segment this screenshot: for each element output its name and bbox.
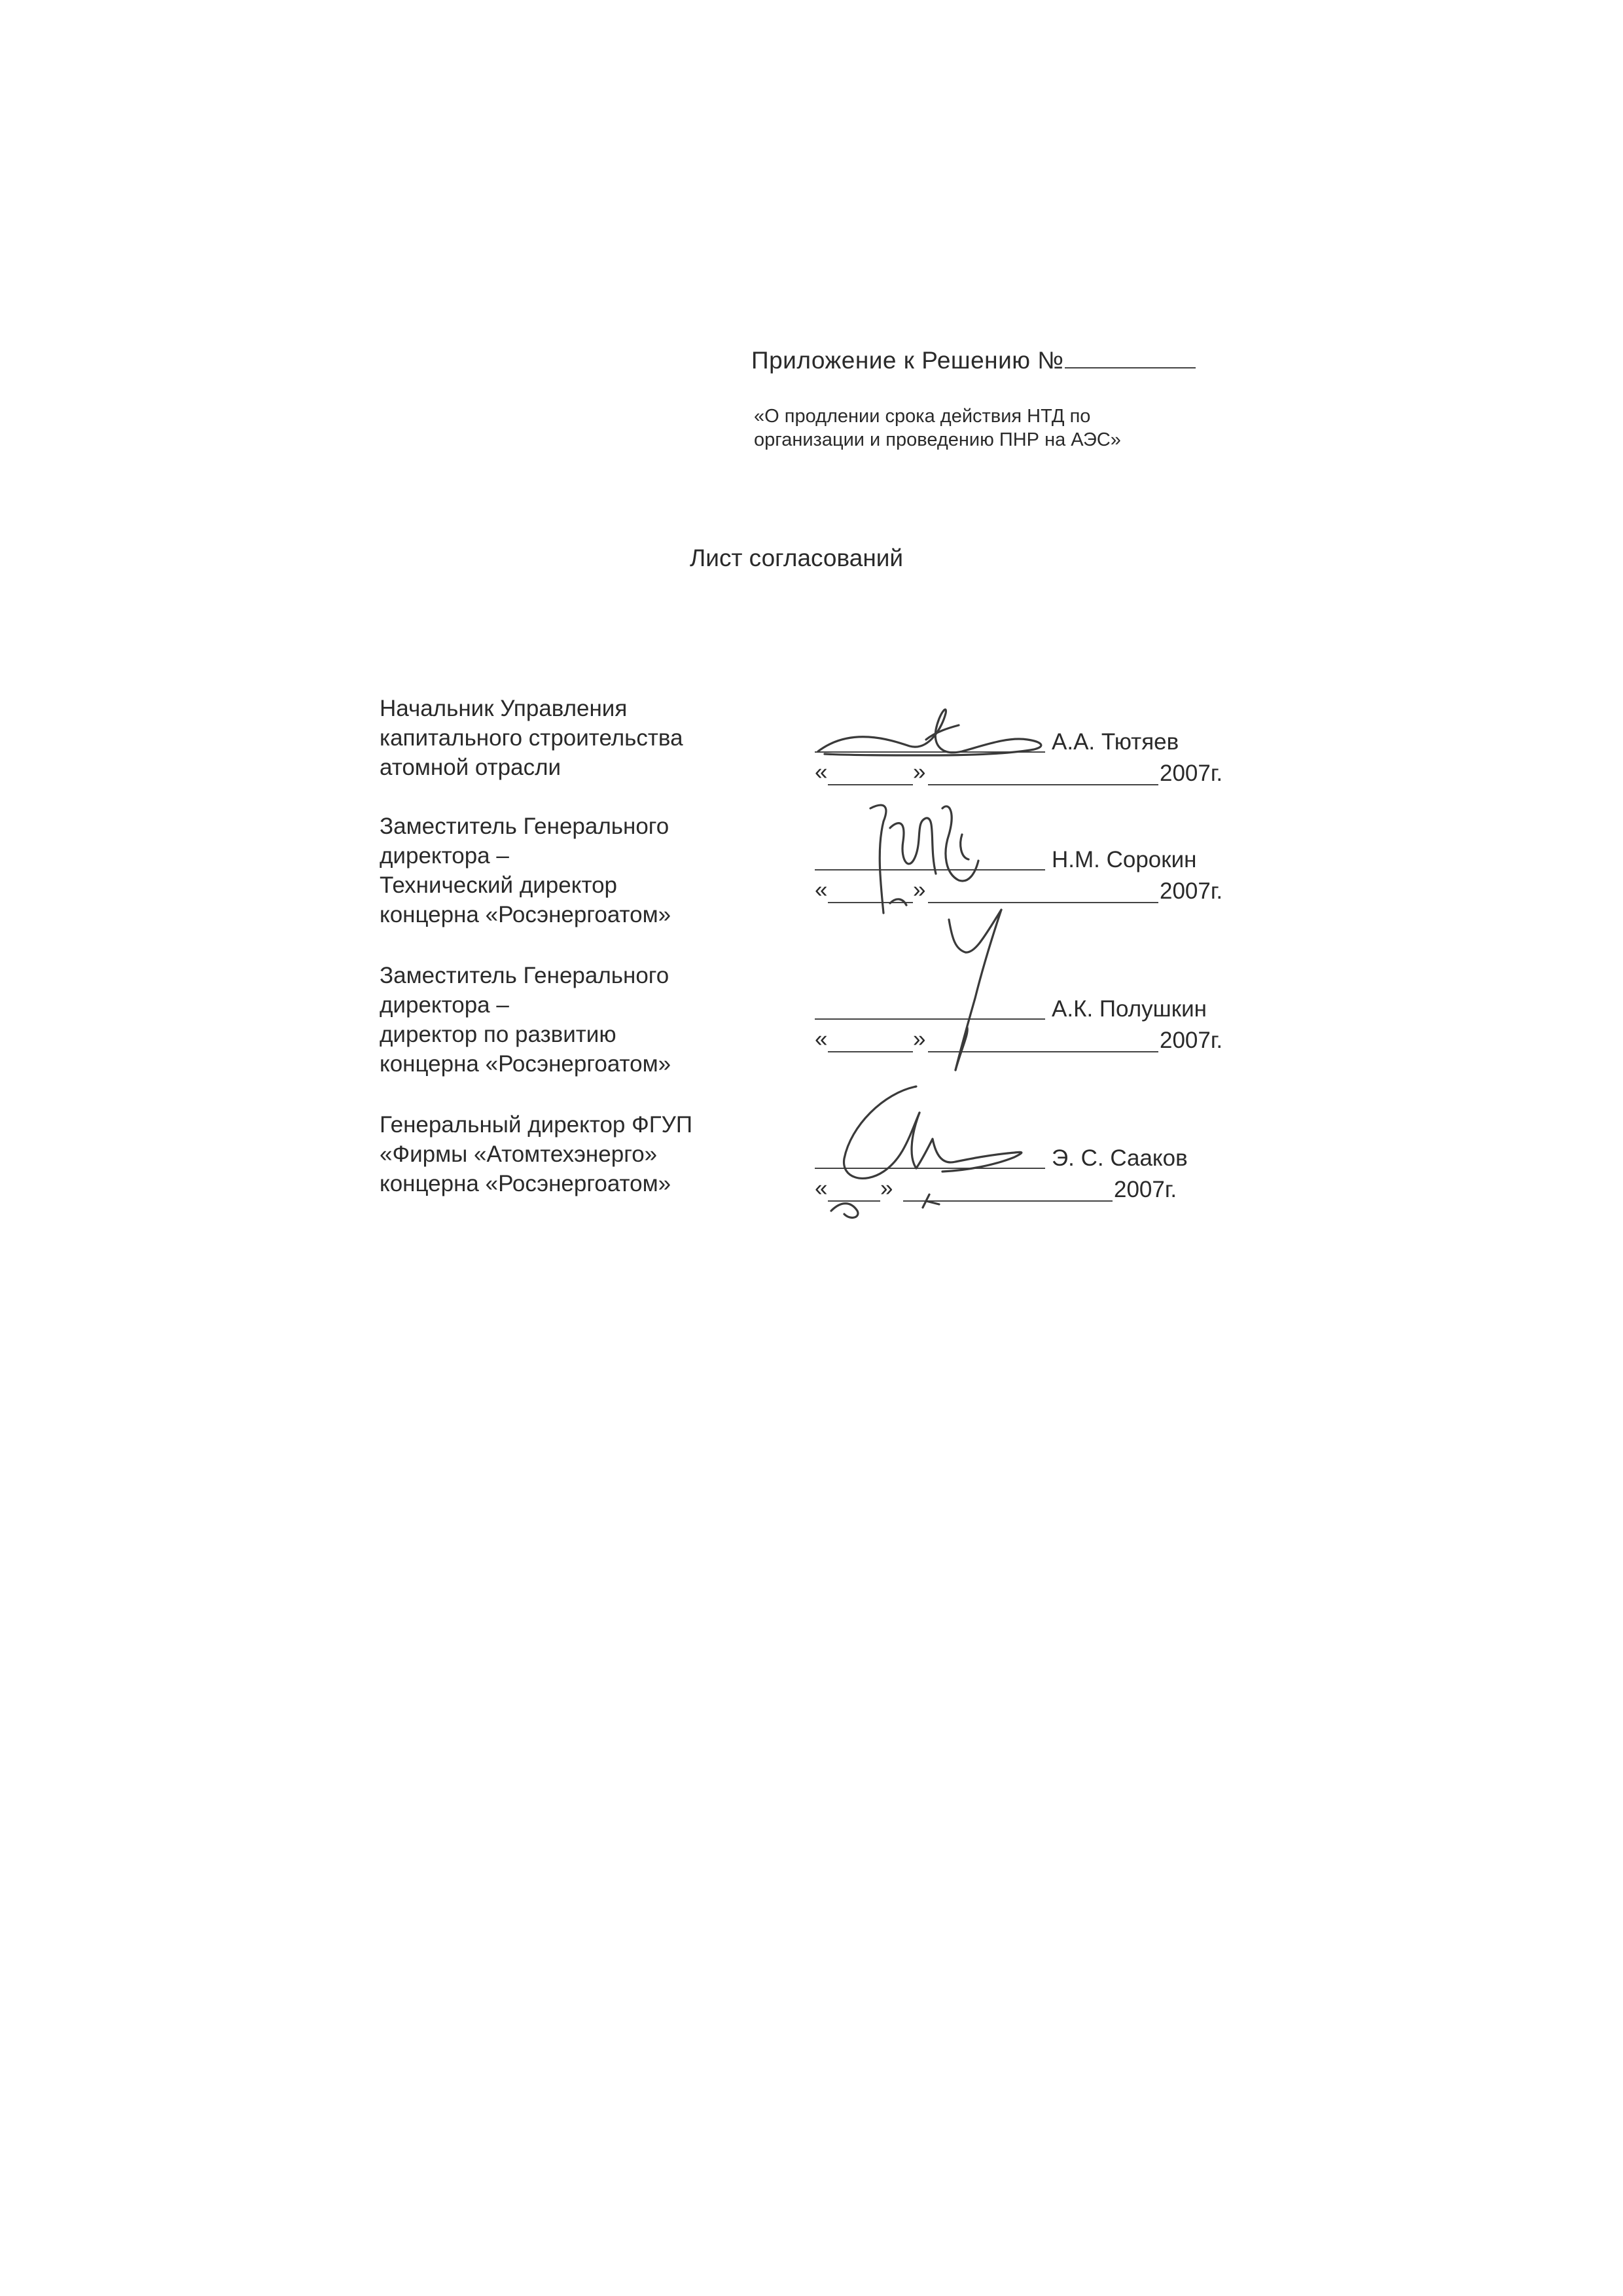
date-close-quote: » <box>913 1026 926 1052</box>
position-line: Заместитель Генерального <box>380 963 669 988</box>
approver-position <box>380 1110 692 1198</box>
position-line: концерна «Росэнергоатом» <box>380 902 671 927</box>
date-open-quote: « <box>815 1175 828 1201</box>
approver-name: Э. С. Сааков <box>1052 1145 1188 1171</box>
date-open-quote: « <box>815 759 828 785</box>
handwritten-signature-icon <box>929 906 1021 1077</box>
date-day-line <box>828 1050 913 1052</box>
appendix-header <box>751 347 1196 374</box>
position-line: капитального строительства <box>380 725 683 751</box>
subject-line-1: «О продлении срока действия НТД по <box>754 406 1091 427</box>
date-year: 2007г. <box>1114 1177 1177 1202</box>
position-line: Заместитель Генерального <box>380 814 669 839</box>
approver-name: Н.М. Сорокин <box>1052 847 1197 872</box>
handwritten-signature-icon <box>812 700 1060 772</box>
decision-number-blank <box>1065 348 1196 368</box>
position-line: директор по развитию <box>380 1022 616 1047</box>
position-line: атомной отрасли <box>380 755 562 780</box>
position-line: концерна «Росэнергоатом» <box>380 1051 671 1077</box>
approver-name: А.А. Тютяев <box>1052 729 1179 755</box>
position-line: Технический директор <box>380 872 618 898</box>
approver-position <box>380 961 671 1079</box>
position-line: директора – <box>380 843 509 869</box>
date-close-quote: » <box>913 759 926 785</box>
handwritten-signature-icon <box>812 1073 1034 1224</box>
position-line: Начальник Управления <box>380 696 628 721</box>
position-line: Генеральный директор ФГУП <box>380 1112 693 1138</box>
approver-name: А.К. Полушкин <box>1052 996 1207 1022</box>
date-close-quote: » <box>880 1175 893 1201</box>
date-year: 2007г. <box>1160 1028 1223 1053</box>
appendix-label: Приложение к Решению № <box>751 347 1064 374</box>
date-close-quote: » <box>913 877 926 903</box>
date-open-quote: « <box>815 877 828 903</box>
position-line: концерна «Росэнергоатом» <box>380 1171 671 1196</box>
date-year: 2007г. <box>1160 878 1223 904</box>
approver-position <box>380 812 671 929</box>
date-year: 2007г. <box>1160 761 1223 786</box>
subject-line-2: организации и проведению ПНР на АЭС» <box>754 429 1121 450</box>
position-line: директора – <box>380 992 509 1018</box>
approver-position <box>380 694 683 782</box>
position-line: «Фирмы «Атомтехэнерго» <box>380 1141 658 1167</box>
page-title: Лист согласований <box>690 545 904 571</box>
decision-subject <box>754 404 1121 452</box>
date-open-quote: « <box>815 1026 828 1052</box>
